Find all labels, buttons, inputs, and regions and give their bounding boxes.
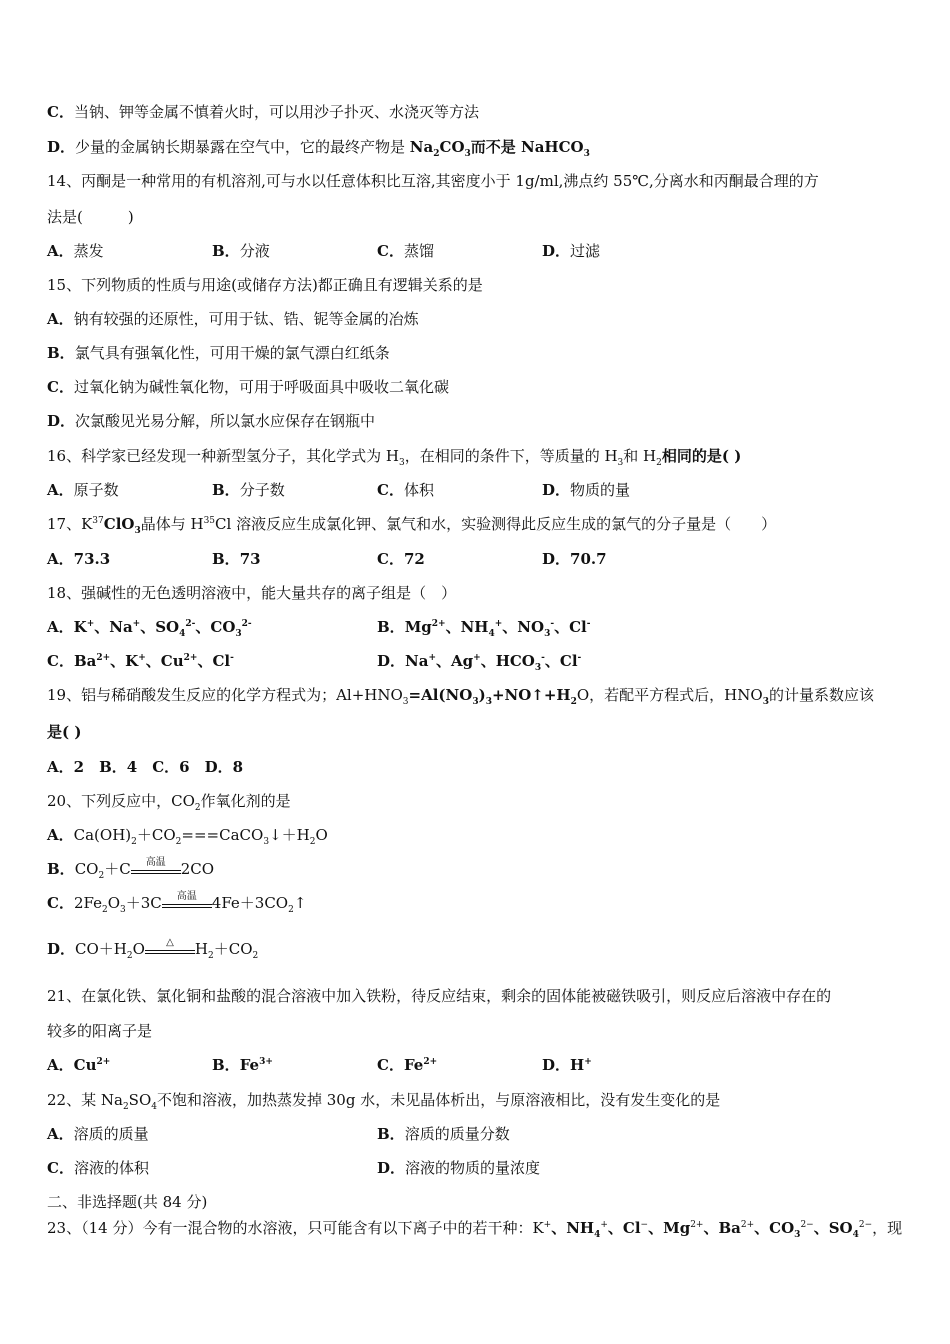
subscript: 3 (794, 1230, 801, 1240)
formula: 2CO (180, 860, 215, 878)
q14-option-b (212, 240, 270, 262)
formula: ===CaCO (181, 826, 264, 844)
q13-option-d (47, 136, 590, 158)
option-text: 次氯酸见光易分解，所以氯水应保存在钢瓶中 (75, 412, 376, 430)
superscript: 2+ (423, 1057, 438, 1067)
formula: ↑ (293, 894, 307, 912)
subscript: 3 (402, 697, 409, 707)
stem-text: 晶体与 H (140, 515, 204, 533)
subscript: 3 (263, 837, 270, 847)
superscript: + (600, 1220, 608, 1230)
ion: Mg (404, 618, 432, 636)
q17-option-b (212, 548, 261, 570)
option-label: C． (377, 242, 404, 260)
q14-option-d (542, 240, 600, 262)
stem-text: 22、某 Na (47, 1091, 123, 1109)
q20-option-a (47, 824, 328, 846)
superscript: + (494, 619, 503, 629)
subscript: 3 (617, 458, 624, 468)
option-text: 蒸馏 (403, 242, 434, 260)
superscript: 2- (241, 619, 252, 629)
option-label: A． (47, 481, 74, 499)
q15-option-d (47, 410, 375, 432)
option-label: D． (47, 412, 76, 430)
ion: K (73, 618, 87, 636)
option-label: A． (47, 242, 74, 260)
subscript: 4 (151, 1102, 157, 1112)
option-label: C． (377, 481, 404, 499)
formula: ) (478, 686, 486, 704)
stem-text: 的计量系数应该 (768, 686, 874, 704)
q22-stem (47, 1089, 720, 1111)
superscript: - (550, 619, 555, 629)
ion: Ba (73, 652, 97, 670)
heat-icon: △ (166, 937, 174, 948)
q21-option-a (47, 1054, 110, 1076)
q22-option-b (377, 1123, 510, 1145)
q18-option-a (47, 616, 252, 638)
subscript: 3 (762, 697, 769, 707)
formula: 而不是 NaHCO (470, 138, 584, 156)
ion: 、Cl (554, 618, 587, 636)
subscript: 3 (485, 697, 492, 707)
formula: Ca(OH) (73, 826, 132, 844)
q21-stem-line2: 较多的阳离子是 (47, 1022, 153, 1040)
formula: =Al(NO (408, 686, 473, 704)
ion: Cu (73, 1056, 97, 1074)
subscript: 2 (101, 905, 108, 915)
stem-text: 作氧化剂的是 (200, 792, 291, 810)
superscript: - (230, 653, 234, 663)
q16-stem (47, 445, 741, 467)
superscript: 2+ (431, 619, 446, 629)
superscript: + (86, 619, 95, 629)
superscript: 2− (858, 1220, 873, 1230)
q16-option-d (542, 479, 630, 501)
option-label: B． (377, 1125, 405, 1143)
option-label: A． (47, 550, 74, 568)
subscript: 3 (235, 629, 242, 639)
superscript: + (428, 653, 436, 663)
formula: O (107, 894, 121, 912)
superscript: 37 (92, 516, 104, 526)
ion: 、NH (445, 618, 489, 636)
option-text: 分液 (239, 242, 270, 260)
stem-text: ，现 (872, 1219, 903, 1237)
option-label: D． (542, 481, 571, 499)
option-label: C． (47, 103, 74, 121)
option-text: 分子数 (239, 481, 285, 499)
subscript: 3 (398, 458, 405, 468)
formula: ＋CO (213, 940, 253, 958)
subscript: 2 (208, 951, 214, 961)
ion: 、SO (140, 618, 180, 636)
ion: 、K (110, 652, 139, 670)
superscript: 35 (203, 516, 216, 526)
option-text: 70.7 (570, 550, 607, 568)
q15-option-a (47, 308, 419, 330)
superscript: + (138, 653, 146, 663)
option-label: B． (212, 242, 240, 260)
q13-option-c (47, 101, 479, 123)
stem-text: 16、科学家已经发现一种新型氢分子，其化学式为 H (47, 447, 399, 465)
ion: 、Ba (703, 1219, 741, 1237)
q17-option-c (377, 548, 425, 570)
ion: 、CO (754, 1219, 795, 1237)
subscript: 2 (122, 1102, 129, 1112)
stem-text: 23、（14 分）今有一混合物的水溶液，只可能含有以下离子中的若干种：K (47, 1219, 544, 1237)
superscript: 3+ (259, 1057, 273, 1067)
subscript: 3 (120, 905, 126, 915)
q14-option-a (47, 240, 104, 262)
subscript: 2 (126, 951, 133, 961)
subscript: 3 (534, 663, 542, 673)
q16-option-c (377, 479, 434, 501)
q18-stem: 18、强碱性的无色透明溶液中，能大量共存的离子组是（ ） (47, 584, 457, 602)
subscript: 2 (433, 149, 440, 159)
subscript: 3 (134, 526, 141, 536)
ion: 、NO (502, 618, 545, 636)
option-text: 蒸发 (73, 242, 104, 260)
reaction-condition-arrow (162, 892, 212, 914)
superscript: + (132, 619, 141, 629)
subscript: 2 (656, 458, 662, 468)
option-label: B． (212, 550, 240, 568)
subscript: 2 (288, 905, 294, 915)
formula: CO (74, 860, 99, 878)
option-text: 少量的金属钠长期暴露在空气中，它的最终产物是 (75, 138, 410, 156)
subscript: 3 (544, 629, 551, 639)
stem-text: 不饱和溶液，加热蒸发掉 30g 水，未见晶体析出，与原溶液相比，没有发生变化的是 (156, 1091, 721, 1109)
option-text: 体积 (403, 481, 434, 499)
subscript: 3 (583, 149, 590, 159)
option-label: B． (47, 344, 75, 362)
q19-stem-line2: 是( ) (47, 723, 82, 741)
ion: 、HCO (480, 652, 535, 670)
q15-option-b (47, 342, 390, 364)
stem-text: 20、下列反应中，CO (47, 792, 195, 810)
ion: 、Na (94, 618, 133, 636)
q19-options: A．2 B．4 C．6 D．8 (47, 758, 244, 776)
option-label: D． (377, 652, 406, 670)
subscript: 2 (252, 951, 259, 961)
option-text: 72 (403, 550, 425, 568)
formula: O (315, 826, 328, 844)
ion: 、SO (813, 1219, 853, 1237)
subscript: 2 (98, 871, 105, 881)
equals-bar (145, 950, 195, 951)
option-label: D． (377, 1159, 406, 1177)
subscript: 4 (594, 1230, 601, 1240)
subscript: 2 (309, 837, 316, 847)
formula: +NO↑+H (491, 686, 571, 704)
formula: Na (409, 138, 434, 156)
section-heading: 二、非选择题(共 84 分) (47, 1193, 208, 1211)
ion: 、NH (551, 1219, 595, 1237)
stem-text: 19、铝与稀硝酸发生反应的化学方程式为；Al+HNO (47, 686, 403, 704)
formula: ＋CO (136, 826, 176, 844)
superscript: 2- (185, 619, 196, 629)
q14-option-c (377, 240, 434, 262)
superscript: + (584, 1057, 592, 1067)
ion: H (570, 1056, 585, 1074)
option-label: D． (47, 138, 76, 156)
q18-option-d (377, 650, 581, 672)
q21-option-d (542, 1054, 592, 1076)
formula: 2Fe (73, 894, 102, 912)
formula: ＋C (104, 860, 131, 878)
subscript: 4 (179, 629, 186, 639)
superscript: 2+ (740, 1220, 755, 1230)
subscript: 2 (194, 803, 201, 813)
option-text: 过滤 (570, 242, 601, 260)
ion: Na (405, 652, 429, 670)
option-text: 过氧化钠为碱性氧化物，可用于呼吸面具中吸收二氧化碳 (73, 378, 449, 396)
superscript: 2+ (183, 653, 198, 663)
option-text: 73 (239, 550, 261, 568)
option-text: 物质的量 (570, 481, 631, 499)
condition-label: 高温 (145, 857, 166, 868)
ion: Fe (403, 1056, 424, 1074)
option-label: B． (47, 860, 75, 878)
equals-bar (131, 870, 181, 871)
q22-option-a (47, 1123, 149, 1145)
option-text: 当钠、钾等金属不慎着火时，可以用沙子扑灭、水浇灭等方法 (73, 103, 479, 121)
q17-option-a (47, 548, 110, 570)
superscript: 2+ (690, 1220, 704, 1230)
ion: 、CO (195, 618, 236, 636)
option-text: 溶液的物质的量浓度 (405, 1159, 541, 1177)
ion: 、Ag (436, 652, 474, 670)
option-label: B． (212, 1056, 240, 1074)
q17-stem (47, 513, 776, 535)
q14-stem-line1: 14、丙酮是一种常用的有机溶剂,可与水以任意体积比互溶,其密度小于 1g/ml,沸点约 55℃,分离水和丙酮最合理的方 (47, 172, 819, 190)
subscript: 3 (472, 697, 479, 707)
option-label: D． (47, 940, 76, 958)
ion: 、Mg (648, 1219, 691, 1237)
q23-stem (47, 1217, 902, 1239)
q21-stem-line1: 21、在氯化铁、氯化铜和盐酸的混合溶液中加入铁粉，待反应结束，剩余的固体能被磁铁吸引，则反应后溶液中存在的 (47, 987, 832, 1005)
formula: ↓＋H (269, 826, 310, 844)
option-label: D． (542, 550, 571, 568)
q20-option-d (47, 938, 258, 960)
q15-stem: 15、下列物质的性质与用途(或储存方法)都正确且有逻辑关系的是 (47, 276, 483, 294)
stem-text: 和 H (623, 447, 657, 465)
formula: O (132, 940, 145, 958)
q21-option-c (377, 1054, 437, 1076)
formula: CO＋H (75, 940, 127, 958)
equals-bar (131, 873, 181, 874)
equals-bar (162, 907, 212, 908)
stem-text: O，若配平方程式后，HNO (576, 686, 763, 704)
option-label: A． (47, 1056, 74, 1074)
superscript: + (543, 1220, 552, 1230)
superscript: - (586, 619, 591, 629)
condition-label: 高温 (176, 891, 197, 902)
subscript: 4 (488, 629, 495, 639)
formula: ＋3C (125, 894, 162, 912)
q22-option-d (377, 1157, 540, 1179)
formula: H (194, 940, 209, 958)
ion: 、Cu (145, 652, 184, 670)
subscript: 4 (852, 1230, 859, 1240)
option-label: B． (377, 618, 405, 636)
stem-text: Cl 溶液反应生成氯化钾、氯气和水，实验测得此反应生成的氯气的分子量是（ ） (215, 515, 777, 533)
stem-text: 17、K (47, 515, 93, 533)
option-label: C． (47, 378, 74, 396)
option-label: C． (377, 550, 404, 568)
subscript: 2 (175, 837, 182, 847)
q17-option-d (542, 548, 607, 570)
stem-text: 相同的是( ) (661, 447, 742, 465)
formula: CO (439, 138, 465, 156)
stem-text: SO (128, 1091, 152, 1109)
option-text: 溶质的质量分数 (404, 1125, 510, 1143)
q20-stem (47, 790, 291, 812)
option-label: A． (47, 826, 74, 844)
option-label: C． (377, 1056, 404, 1074)
option-text: 溶质的质量 (73, 1125, 149, 1143)
option-label: C． (47, 1159, 74, 1177)
ion: 、Cl (607, 1219, 641, 1237)
ion: 、Cl (197, 652, 231, 670)
superscript: − (640, 1220, 649, 1230)
ion: 、Cl (544, 652, 578, 670)
superscript: 2+ (96, 653, 111, 663)
ion: Fe (239, 1056, 260, 1074)
q16-option-b (212, 479, 285, 501)
option-text: 钠有较强的还原性，可用于钛、锆、铌等金属的冶炼 (73, 310, 419, 328)
equals-bar (145, 953, 195, 954)
option-text: 溶液的体积 (73, 1159, 149, 1177)
q18-option-c (47, 650, 234, 672)
option-label: D． (542, 242, 571, 260)
option-label: B． (212, 481, 240, 499)
subscript: 2 (570, 697, 577, 707)
superscript: - (541, 653, 545, 663)
superscript: + (473, 653, 481, 663)
option-label: A． (47, 310, 74, 328)
subscript: 3 (464, 149, 471, 159)
formula: 4Fe＋3CO (211, 894, 289, 912)
q20-option-b (47, 858, 214, 880)
reaction-condition-arrow (131, 858, 181, 880)
stem-text: ，在相同的条件下，等质量的 H (404, 447, 618, 465)
option-label: C． (47, 652, 74, 670)
superscript: 2− (800, 1220, 814, 1230)
formula: ClO (103, 515, 135, 533)
superscript: - (577, 653, 582, 663)
q16-option-a (47, 479, 119, 501)
superscript: 2+ (96, 1057, 111, 1067)
option-label: D． (542, 1056, 571, 1074)
q19-stem-line1 (47, 684, 874, 706)
option-text: 氯气具有强氧化性，可用干燥的氯气漂白红纸条 (74, 344, 390, 362)
option-label: A． (47, 618, 74, 636)
subscript: 2 (131, 837, 137, 847)
option-label: A． (47, 1125, 74, 1143)
q15-option-c (47, 376, 449, 398)
q21-option-b (212, 1054, 273, 1076)
equals-bar (162, 904, 212, 905)
q14-stem-line2: 法是( ) (47, 208, 134, 226)
option-text: 原子数 (73, 481, 119, 499)
option-label: C． (47, 894, 74, 912)
reaction-condition-arrow (145, 938, 195, 960)
q22-option-c (47, 1157, 149, 1179)
option-text: 73.3 (73, 550, 111, 568)
q18-option-b (377, 616, 590, 638)
q20-option-c (47, 892, 306, 914)
